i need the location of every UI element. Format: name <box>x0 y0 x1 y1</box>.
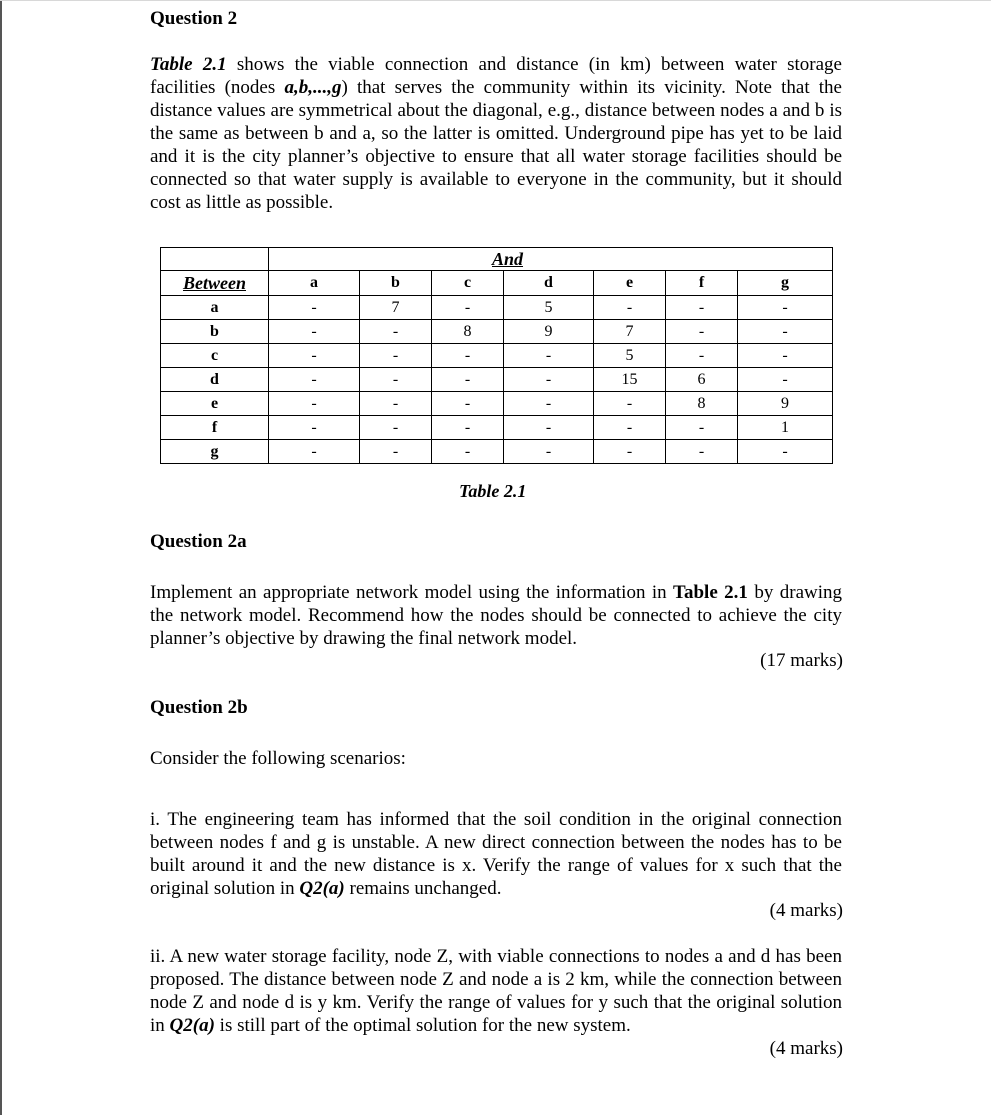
distance-cell: - <box>432 368 504 392</box>
question-2a-text: Implement an appropriate network model using the information in Table 2.1 by drawing the network model. Recommend how the nodes should be connected to achieve the city planner’s objective by drawing the final network model. <box>150 582 842 649</box>
distance-cell: - <box>360 344 432 368</box>
distance-cell: 8 <box>432 320 504 344</box>
table-ref: Table 2.1 <box>150 54 227 75</box>
distance-cell: - <box>360 368 432 392</box>
col-header: a <box>269 271 360 296</box>
distance-cell: - <box>666 296 738 320</box>
page-left-border <box>0 0 2 1115</box>
between-header: Between <box>161 271 269 296</box>
scenario-ii-marks: (4 marks) <box>769 1038 843 1059</box>
distance-cell: 9 <box>504 320 594 344</box>
distance-cell: - <box>594 296 666 320</box>
distance-cell: - <box>504 416 594 440</box>
scenario-i-text: i. The engineering team has informed that the soil condition in the original connection between nodes f and g is unstable. A new direct connection between the nodes has to be built around it and the new distance is x. Verify the range of values for x such that the original solution in Q2(a) remains unchanged. <box>150 809 842 899</box>
distance-cell: - <box>594 416 666 440</box>
distance-cell: - <box>666 344 738 368</box>
question-2a-title: Question 2a <box>150 531 247 552</box>
col-header: f <box>666 271 738 296</box>
distance-cell: 9 <box>738 392 833 416</box>
row-label: d <box>161 368 269 392</box>
table-row <box>161 296 833 320</box>
distance-cell: - <box>269 296 360 320</box>
distance-cell: - <box>504 368 594 392</box>
and-header: And <box>269 248 833 271</box>
distance-cell: - <box>269 416 360 440</box>
page-top-border <box>0 0 991 1</box>
distance-cell: - <box>360 392 432 416</box>
distance-cell: - <box>432 392 504 416</box>
distance-cell: - <box>360 440 432 464</box>
distance-cell: 7 <box>594 320 666 344</box>
node-list: a,b,...,g <box>284 77 342 98</box>
distance-cell: - <box>594 392 666 416</box>
question-2a-marks: (17 marks) <box>760 650 843 671</box>
question-2b-title: Question 2b <box>150 697 248 718</box>
distance-cell: - <box>504 440 594 464</box>
distance-cell: - <box>269 440 360 464</box>
distance-cell: - <box>269 392 360 416</box>
table-header-row <box>161 271 833 296</box>
row-label: b <box>161 320 269 344</box>
col-header: e <box>594 271 666 296</box>
question-title: Question 2 <box>150 8 238 29</box>
distance-cell: 6 <box>666 368 738 392</box>
distance-cell: - <box>504 344 594 368</box>
table-row <box>161 392 833 416</box>
row-label: c <box>161 344 269 368</box>
distance-cell: - <box>432 296 504 320</box>
row-label: a <box>161 296 269 320</box>
distance-cell: - <box>269 344 360 368</box>
distance-cell: 8 <box>666 392 738 416</box>
intro-text-2: ) that serves the community within its vicinity. Note that the distance values are symmetrical about the diagonal, e.g., distance between nodes a and b is the same as between b and a, so the latter is omitted. Underground pipe has yet to be laid and it is the city planner’s objective to ensure that all water storage facilities should be connected so that water supply is available to everyone in the community, but it should cost as little as possible. <box>150 77 842 213</box>
distance-cell: - <box>432 440 504 464</box>
distance-cell: - <box>738 344 833 368</box>
table-row <box>161 344 833 368</box>
col-header: b <box>360 271 432 296</box>
distance-cell: - <box>738 320 833 344</box>
distance-cell: - <box>738 296 833 320</box>
distance-cell: 5 <box>594 344 666 368</box>
distance-cell: - <box>738 440 833 464</box>
distance-cell: 5 <box>504 296 594 320</box>
distance-cell: - <box>432 344 504 368</box>
distance-cell: 7 <box>360 296 432 320</box>
table-row <box>161 368 833 392</box>
distance-cell: - <box>360 320 432 344</box>
intro-text-1: shows the viable connection and distance (in km) between water storage facilities (nodes <box>150 54 842 98</box>
distance-cell: 15 <box>594 368 666 392</box>
table-row <box>161 416 833 440</box>
table-row <box>161 440 833 464</box>
col-header: g <box>738 271 833 296</box>
distance-cell: - <box>666 416 738 440</box>
distance-table <box>160 247 833 464</box>
distance-cell: - <box>269 368 360 392</box>
distance-cell: - <box>666 320 738 344</box>
distance-cell: - <box>594 440 666 464</box>
row-label: f <box>161 416 269 440</box>
distance-cell: - <box>269 320 360 344</box>
table-top-row <box>161 248 833 271</box>
table-ref: Table 2.1 <box>673 582 748 603</box>
col-header: c <box>432 271 504 296</box>
table-caption: Table 2.1 <box>459 481 527 501</box>
scenario-i-marks: (4 marks) <box>769 900 843 921</box>
scenario-ii-text: ii. A new water storage facility, node Z, with viable connections to nodes a and d has been proposed. The distance between node Z and node a is 2 km, while the connection between node Z and node d is y km. Verify the range of values for y such that the original solution in Q2(a) is still part of the optimal solution for the new system. <box>150 946 842 1036</box>
q2a-ref: Q2(a) <box>169 1015 215 1036</box>
distance-cell: 1 <box>738 416 833 440</box>
distance-cell: - <box>738 368 833 392</box>
row-label: e <box>161 392 269 416</box>
question-2b-lead: Consider the following scenarios: <box>150 748 406 769</box>
distance-cell: - <box>432 416 504 440</box>
table-row <box>161 320 833 344</box>
distance-cell: - <box>666 440 738 464</box>
distance-cell: - <box>360 416 432 440</box>
distance-cell: - <box>504 392 594 416</box>
question-intro <box>150 53 842 214</box>
q2a-ref: Q2(a) <box>299 878 345 899</box>
col-header: d <box>504 271 594 296</box>
row-label: g <box>161 440 269 464</box>
